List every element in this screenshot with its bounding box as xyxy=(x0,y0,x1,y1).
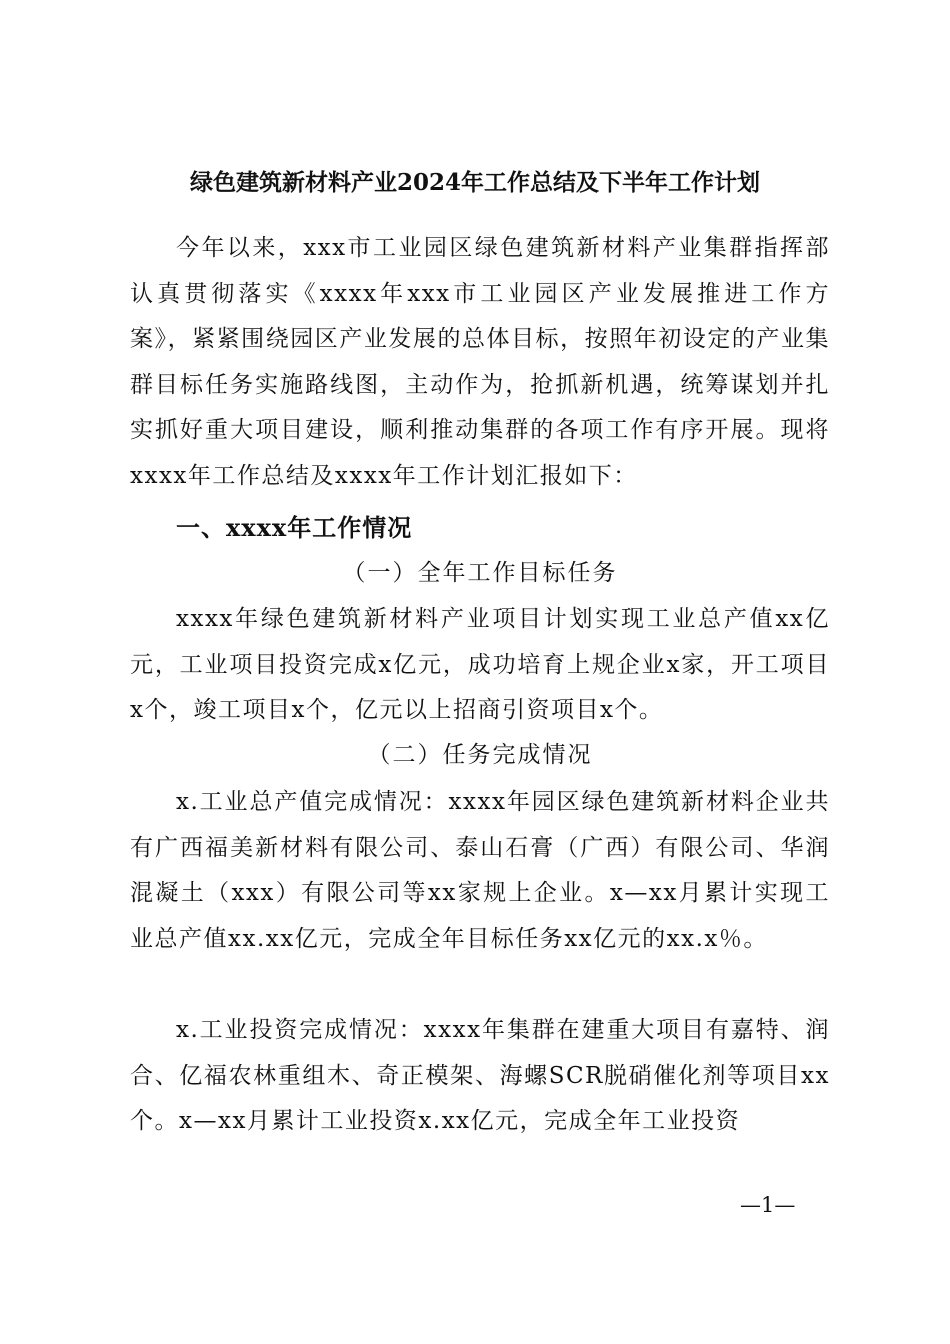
annual-targets-paragraph: xxxx年绿色建筑新材料产业项目计划实现工业总产值xx亿元，工业项目投资完成x亿元，成功培育上规企业x家，开工项目x个，竣工项目x个，亿元以上招商引资项目x个。 xyxy=(130,606,830,723)
industrial-output-paragraph: x.工业总产值完成情况：xxxx年园区绿色建筑新材料企业共有广西福美新材料有限公司、泰山石膏（广西）有限公司、华润混凝土（xxx）有限公司等xx家规上企业。x—xx月累计实现工业总产值xx.xx亿元，完成全年目标任务xx亿元的xx.x％。 xyxy=(130,789,830,952)
intro-paragraph: 今年以来，xxx市工业园区绿色建筑新材料产业集群指挥部认真贯彻落实《xxxx年xxx市工业园区产业发展推进工作方案》，紧紧围绕园区产业发展的总体目标，按照年初设定的产业集群目标任务实施路线图，主动作为，抢抓新机遇，统筹谋划并扎实抓好重大项目建设，顺利推动集群的各项工作有序开展。现将xxxx年工作总结及xxxx年工作计划汇报如下： xyxy=(130,235,830,489)
subsection-heading-annual-targets: （一）全年工作目标任务 xyxy=(342,560,618,586)
section-heading-work-status: 一、xxxx年工作情况 xyxy=(176,513,413,542)
page-number: —1— xyxy=(740,1193,796,1217)
industrial-investment-paragraph: x.工业投资完成情况：xxxx年集群在建重大项目有嘉特、润合、亿福农林重组木、奇正模架、海螺SCR脱硝催化剂等项目xx个。x—xx月累计工业投资x.xx亿元，完成全年工业投资 xyxy=(130,1017,830,1134)
subsection-heading-task-completion: （二）任务完成情况 xyxy=(367,742,593,768)
document-title: 绿色建筑新材料产业2024年工作总结及下半年工作计划 xyxy=(189,169,760,196)
